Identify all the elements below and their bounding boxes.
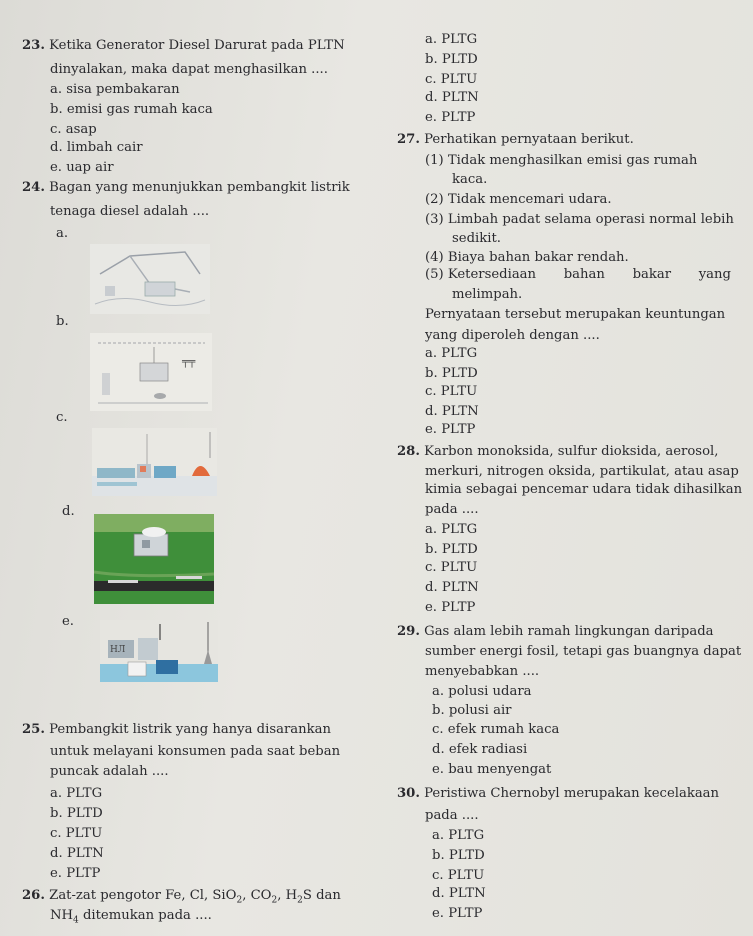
q26-tail1: S dan <box>302 888 341 903</box>
q24-line1 <box>22 180 350 196</box>
q27-option-e: e. PLTP <box>425 422 476 437</box>
q27-option-b: b. PLTD <box>425 366 478 381</box>
q25-line1-text: Pembangkit listrik yang hanya disarankan <box>49 722 331 737</box>
q29-option-d: d. efek radiasi <box>432 742 528 757</box>
q25-option-c: c. PLTU <box>50 826 103 841</box>
q23-line1-text: Ketika Generator Diesel Darurat pada PLTN <box>49 38 345 53</box>
q28-option-d: d. PLTN <box>425 580 479 595</box>
q23-line1 <box>22 38 345 54</box>
q28-line2: merkuri, nitrogen oksida, partikulat, atau asap <box>425 464 739 479</box>
q27-statement-3b: sedikit. <box>452 231 501 246</box>
q29-option-e: e. bau menyengat <box>432 762 552 777</box>
q29-option-a: a. polusi udara <box>432 684 532 699</box>
q26-sub3: 2 <box>297 895 303 906</box>
q27-s5-word3: bakar <box>632 267 672 282</box>
q23-option-d: d. limbah cair <box>50 140 143 155</box>
q26-line1 <box>22 888 341 909</box>
q29-option-c: c. efek rumah kaca <box>432 722 560 737</box>
q26-line1-text: Zat-zat pengotor Fe, Cl, SiO <box>49 888 237 903</box>
q27-option-d: d. PLTN <box>425 404 479 419</box>
q27-s5-word4: yang <box>698 267 731 282</box>
q30-number: 30. <box>397 786 420 801</box>
q26-line2-text: ditemukan pada .... <box>78 908 212 923</box>
q30-option-a: a. PLTG <box>432 828 485 843</box>
q24-number: 24. <box>22 180 45 195</box>
q24-line1-text: Bagan yang menunjukkan pembangkit listrik <box>49 180 350 195</box>
q26-sub1: 2 <box>236 895 243 906</box>
q28-option-a: a. PLTG <box>425 522 478 537</box>
q27-line1-text: Perhatikan pernyataan berikut. <box>424 132 634 147</box>
q27-statement-1b: kaca. <box>452 172 488 187</box>
q26-sub2: 2 <box>271 895 278 906</box>
q25-number: 25. <box>22 722 45 737</box>
q27-s5-word1: (5) Ketersediaan <box>425 267 537 282</box>
q28-number: 28. <box>397 444 420 459</box>
q27-statement-4: (4) Biaya bahan bakar rendah. <box>425 250 629 265</box>
q24-line2: tenaga diesel adalah .... <box>50 204 210 219</box>
q23-option-c: c. asap <box>50 122 97 137</box>
q30-option-c: c. PLTU <box>432 868 485 883</box>
q30-option-d: d. PLTN <box>432 886 486 901</box>
q23-option-b: b. emisi gas rumah kaca <box>50 102 213 117</box>
q27-line1 <box>397 132 634 148</box>
q30-option-b: b. PLTD <box>432 848 485 863</box>
q28-line1-text: Karbon monoksida, sulfur dioksida, aerosol, <box>424 444 719 459</box>
q24-label-d: d. <box>62 504 75 519</box>
q26-sep2: , H <box>277 888 298 903</box>
q26-line2 <box>50 908 212 929</box>
q25-option-e: e. PLTP <box>50 866 101 881</box>
q29-line1-text: Gas alam lebih ramah lingkungan daripada <box>424 624 714 639</box>
q25-line2: untuk melayani konsumen pada saat beban <box>50 744 341 759</box>
q22-option-b: b. PLTD <box>425 52 478 67</box>
q30-option-e: e. PLTP <box>432 906 483 921</box>
q27-prompt-line2: yang diperoleh dengan .... <box>425 328 600 343</box>
svg-text:╤╤: ╤╤ <box>182 355 196 368</box>
diagram-e-image <box>100 620 218 682</box>
q27-statement-2: (2) Tidak mencemari udara. <box>425 192 612 207</box>
q25-line3: puncak adalah .... <box>50 764 169 779</box>
diagram-c-image <box>92 428 217 496</box>
q23-option-e: e. uap air <box>50 160 114 175</box>
q29-line1 <box>397 624 714 640</box>
q30-line1-text: Peristiwa Chernobyl merupakan kecelakaan <box>424 786 720 801</box>
diagram-d-image <box>94 514 214 604</box>
q28-option-b: b. PLTD <box>425 542 478 557</box>
q22-option-d: d. PLTN <box>425 90 479 105</box>
q25-option-a: a. PLTG <box>50 786 103 801</box>
q22-option-c: c. PLTU <box>425 72 478 87</box>
q24-label-c: c. <box>56 410 68 425</box>
q26-sep1: , CO <box>242 888 272 903</box>
q30-line2: pada .... <box>425 808 479 823</box>
q23-option-a: a. sisa pembakaran <box>50 82 180 97</box>
diagram-a-image <box>90 244 210 314</box>
q27-number: 27. <box>397 132 420 147</box>
q25-option-d: d. PLTN <box>50 846 104 861</box>
q26-sub4: 4 <box>73 915 79 926</box>
q28-option-e: e. PLTP <box>425 600 476 615</box>
q24-label-b: b. <box>56 314 69 329</box>
q29-line3: menyebabkan .... <box>425 664 540 679</box>
q28-line4: pada .... <box>425 502 479 517</box>
q29-line2: sumber energi fosil, tetapi gas buangnya dapat <box>425 644 742 659</box>
q29-number: 29. <box>397 624 420 639</box>
diagram-b-image <box>90 333 212 411</box>
q22-option-a: a. PLTG <box>425 32 478 47</box>
q28-line1 <box>397 444 718 460</box>
q28-option-c: c. PLTU <box>425 560 478 575</box>
q27-option-a: a. PLTG <box>425 346 478 361</box>
q24-label-a: a. <box>56 226 69 241</box>
q27-s5-word2: bahan <box>563 267 605 282</box>
q27-statement-3a: (3) Limbah padat selama operasi normal lebih <box>425 212 734 227</box>
q30-line1 <box>397 786 719 802</box>
q26-nh: NH <box>50 908 74 923</box>
q27-statement-5b: melimpah. <box>452 287 523 302</box>
q27-option-c: c. PLTU <box>425 384 478 399</box>
q23-line2: dinyalakan, maka dapat menghasilkan .... <box>50 62 328 77</box>
q27-statement-5a <box>425 267 731 283</box>
q27-statement-1a: (1) Tidak menghasilkan emisi gas rumah <box>425 153 698 168</box>
q25-option-b: b. PLTD <box>50 806 103 821</box>
q25-line1 <box>22 722 331 738</box>
q24-label-e: e. <box>62 614 74 629</box>
q23-number: 23. <box>22 38 45 53</box>
q22-option-e: e. PLTP <box>425 110 476 125</box>
q28-line3: kimia sebagai pencemar udara tidak dihasilkan <box>425 482 743 497</box>
svg-text:HЛ: HЛ <box>110 645 126 655</box>
q29-option-b: b. polusi air <box>432 703 512 718</box>
q26-number: 26. <box>22 888 45 903</box>
q27-prompt-line1: Pernyataan tersebut merupakan keuntungan <box>425 307 726 322</box>
